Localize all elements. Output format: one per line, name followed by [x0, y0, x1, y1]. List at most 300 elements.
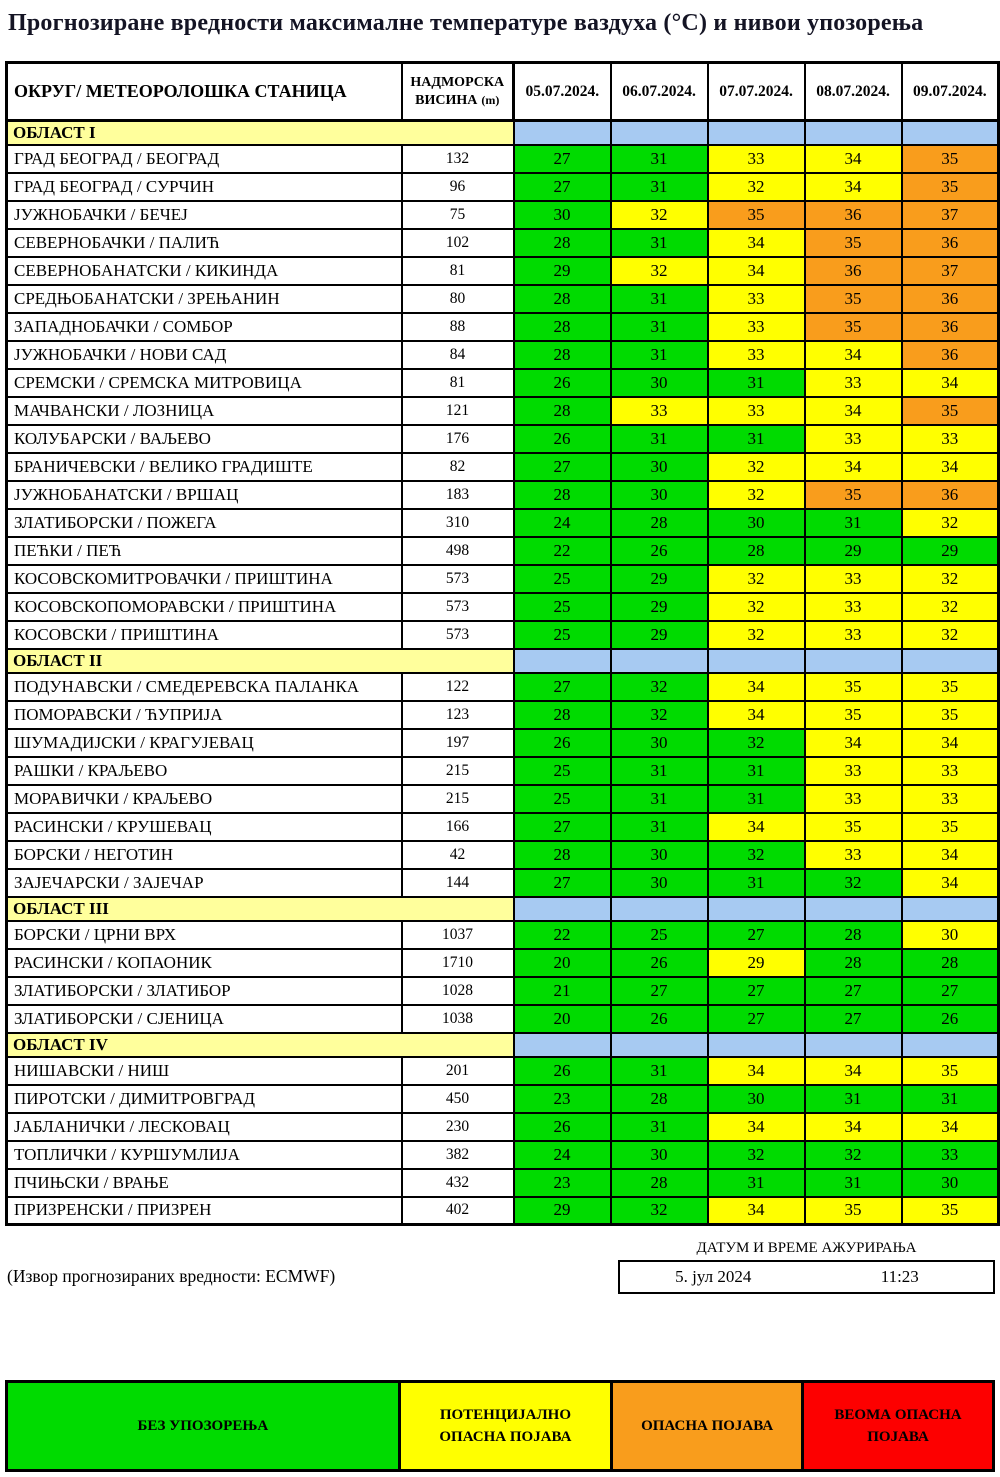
station-elevation: 102	[402, 229, 514, 257]
temperature-cell: 32	[708, 593, 805, 621]
temperature-cell: 29	[708, 949, 805, 977]
station-elevation: 84	[402, 341, 514, 369]
station-row	[7, 785, 999, 813]
temperature-cell: 31	[611, 785, 708, 813]
temperature-cell: 34	[805, 453, 902, 481]
temperature-cell: 31	[611, 173, 708, 201]
section-row	[7, 897, 999, 921]
station-elevation: 82	[402, 453, 514, 481]
station-elevation: 197	[402, 729, 514, 757]
temperature-cell: 27	[708, 977, 805, 1005]
header-district-station: ОКРУГ/ МЕТЕОРОЛОШКА СТАНИЦА	[7, 63, 402, 121]
station-name: ЗЛАТИБОРСКИ / СЈЕНИЦА	[7, 1005, 402, 1033]
temperature-cell: 36	[902, 285, 999, 313]
temperature-cell: 35	[805, 1197, 902, 1225]
temperature-cell: 26	[902, 1005, 999, 1033]
section-empty-cell	[805, 897, 902, 921]
station-elevation: 96	[402, 173, 514, 201]
station-row	[7, 729, 999, 757]
station-row	[7, 565, 999, 593]
section-empty-cell	[611, 649, 708, 673]
temperature-cell: 32	[708, 173, 805, 201]
page-title: Прогнозиране вредности максималне температуре ваздуха (°С) и нивои упозорења	[8, 10, 924, 36]
temperature-cell: 31	[611, 145, 708, 173]
temperature-cell: 36	[805, 257, 902, 285]
temperature-cell: 36	[805, 201, 902, 229]
temperature-cell: 31	[708, 1169, 805, 1197]
station-elevation: 215	[402, 757, 514, 785]
temperature-cell: 30	[611, 453, 708, 481]
temperature-cell: 34	[805, 1113, 902, 1141]
temperature-cell: 32	[708, 453, 805, 481]
elevation-header-unit: (m)	[481, 92, 500, 107]
temperature-cell: 30	[611, 869, 708, 897]
temperature-cell: 33	[708, 285, 805, 313]
temperature-cell: 35	[902, 673, 999, 701]
station-elevation: 121	[402, 397, 514, 425]
station-elevation: 230	[402, 1113, 514, 1141]
table-body	[7, 121, 999, 1225]
temperature-cell: 24	[514, 1141, 611, 1169]
temperature-cell: 35	[805, 481, 902, 509]
temperature-cell: 34	[805, 145, 902, 173]
temperature-cell: 30	[611, 1141, 708, 1169]
temperature-cell: 32	[611, 673, 708, 701]
update-time: 11:23	[880, 1267, 919, 1286]
temperature-cell: 32	[708, 841, 805, 869]
temperature-cell: 35	[805, 229, 902, 257]
temperature-cell: 29	[902, 537, 999, 565]
temperature-cell: 22	[514, 921, 611, 949]
station-row	[7, 1113, 999, 1141]
station-name: ПОМОРАВСКИ / ЋУПРИЈА	[7, 701, 402, 729]
station-name: ЈАБЛАНИЧКИ / ЛЕСКОВАЦ	[7, 1113, 402, 1141]
station-row	[7, 397, 999, 425]
temperature-cell: 29	[611, 621, 708, 649]
temperature-cell: 27	[708, 921, 805, 949]
station-name: КОЛУБАРСКИ / ВАЉЕВО	[7, 425, 402, 453]
temperature-cell: 34	[805, 729, 902, 757]
station-elevation: 166	[402, 813, 514, 841]
temperature-cell: 34	[805, 1057, 902, 1085]
temperature-cell: 34	[805, 397, 902, 425]
section-row	[7, 121, 999, 145]
section-empty-cell	[611, 1033, 708, 1057]
section-empty-cell	[902, 121, 999, 145]
temperature-cell: 26	[611, 537, 708, 565]
station-name: МОРАВИЧКИ / КРАЉЕВО	[7, 785, 402, 813]
header-date-4: 08.07.2024.	[805, 63, 902, 121]
temperature-cell: 33	[805, 841, 902, 869]
temperature-cell: 32	[708, 481, 805, 509]
station-name: СЕВЕРНОБАЧКИ / ПАЛИЋ	[7, 229, 402, 257]
station-name: КОСОВСКОМИТРОВАЧКИ / ПРИШТИНА	[7, 565, 402, 593]
station-name: СЕВЕРНОБАНАТСКИ / КИКИНДА	[7, 257, 402, 285]
station-row	[7, 145, 999, 173]
temperature-cell: 31	[708, 425, 805, 453]
temperature-cell: 35	[805, 701, 902, 729]
temperature-cell: 31	[708, 369, 805, 397]
section-empty-cell	[514, 897, 611, 921]
legend-item-o	[610, 1383, 801, 1469]
temperature-cell: 33	[805, 593, 902, 621]
temperature-cell: 35	[902, 813, 999, 841]
station-row	[7, 453, 999, 481]
temperature-cell: 26	[514, 425, 611, 453]
station-row	[7, 509, 999, 537]
temperature-cell: 34	[902, 729, 999, 757]
station-name: МАЧВАНСКИ / ЛОЗНИЦА	[7, 397, 402, 425]
station-row	[7, 977, 999, 1005]
elevation-header-line2: ВИСИНА	[415, 92, 478, 108]
temperature-cell: 27	[902, 977, 999, 1005]
temperature-cell: 31	[611, 1057, 708, 1085]
temperature-cell: 31	[805, 509, 902, 537]
temperature-cell: 30	[708, 1085, 805, 1113]
station-name: РАСИНСКИ / КОПАОНИК	[7, 949, 402, 977]
update-datetime-box	[618, 1260, 995, 1294]
temperature-cell: 35	[902, 173, 999, 201]
temperature-cell: 30	[902, 1169, 999, 1197]
temperature-cell: 31	[611, 425, 708, 453]
station-name: НИШАВСКИ / НИШ	[7, 1057, 402, 1085]
temperature-cell: 34	[708, 1057, 805, 1085]
legend-item-g	[8, 1383, 398, 1469]
temperature-cell: 35	[902, 145, 999, 173]
table-header-row	[7, 63, 999, 121]
temperature-cell: 25	[611, 921, 708, 949]
temperature-cell: 32	[902, 509, 999, 537]
header-date-2: 06.07.2024.	[611, 63, 708, 121]
temperature-cell: 28	[514, 285, 611, 313]
station-row	[7, 757, 999, 785]
temperature-cell: 34	[902, 841, 999, 869]
station-name: ЈУЖНОБАЧКИ / НОВИ САД	[7, 341, 402, 369]
section-empty-cell	[902, 897, 999, 921]
section-label: ОБЛАСТ II	[7, 649, 514, 673]
station-row	[7, 621, 999, 649]
temperature-cell: 32	[611, 201, 708, 229]
temperature-cell: 34	[902, 453, 999, 481]
station-name: БОРСКИ / НЕГОТИН	[7, 841, 402, 869]
update-date: 5. јул 2024	[675, 1267, 752, 1286]
station-name: ТОПЛИЧКИ / КУРШУМЛИЈА	[7, 1141, 402, 1169]
temperature-cell: 34	[708, 229, 805, 257]
temperature-cell: 32	[611, 1197, 708, 1225]
station-elevation: 132	[402, 145, 514, 173]
station-elevation: 75	[402, 201, 514, 229]
temperature-cell: 34	[708, 257, 805, 285]
section-label: ОБЛАСТ III	[7, 897, 514, 921]
temperature-cell: 33	[805, 785, 902, 813]
temperature-cell: 30	[902, 921, 999, 949]
temperature-cell: 20	[514, 1005, 611, 1033]
temperature-cell: 30	[514, 201, 611, 229]
temperature-cell: 20	[514, 949, 611, 977]
temperature-cell: 27	[708, 1005, 805, 1033]
station-row	[7, 341, 999, 369]
temperature-cell: 27	[514, 673, 611, 701]
elevation-header-line1: НАДМОРСКА	[410, 75, 505, 90]
temperature-cell: 31	[708, 785, 805, 813]
temperature-cell: 36	[902, 313, 999, 341]
temperature-cell: 28	[514, 841, 611, 869]
temperature-cell: 36	[902, 341, 999, 369]
station-name: ПЧИЊСКИ / ВРАЊЕ	[7, 1169, 402, 1197]
temperature-cell: 29	[611, 565, 708, 593]
station-name: ПОДУНАВСКИ / СМЕДЕРЕВСКА ПАЛАНКА	[7, 673, 402, 701]
temperature-cell: 32	[805, 1141, 902, 1169]
station-elevation: 42	[402, 841, 514, 869]
temperature-cell: 33	[902, 757, 999, 785]
section-empty-cell	[611, 121, 708, 145]
temperature-cell: 28	[611, 1169, 708, 1197]
temperature-cell: 31	[611, 813, 708, 841]
temperature-cell: 28	[611, 1085, 708, 1113]
station-elevation: 432	[402, 1169, 514, 1197]
temperature-cell: 35	[902, 397, 999, 425]
temperature-cell: 30	[611, 841, 708, 869]
temperature-cell: 28	[514, 313, 611, 341]
station-name: ПИРОТСКИ / ДИМИТРОВГРАД	[7, 1085, 402, 1113]
temperature-cell: 27	[514, 453, 611, 481]
temperature-cell: 34	[708, 1197, 805, 1225]
temperature-cell: 29	[805, 537, 902, 565]
station-row	[7, 481, 999, 509]
temperature-cell: 27	[805, 977, 902, 1005]
temperature-cell: 34	[708, 1113, 805, 1141]
station-elevation: 1038	[402, 1005, 514, 1033]
station-elevation: 402	[402, 1197, 514, 1225]
temperature-cell: 21	[514, 977, 611, 1005]
station-name: ЗАПАДНОБАЧКИ / СОМБОР	[7, 313, 402, 341]
station-elevation: 310	[402, 509, 514, 537]
temperature-cell: 23	[514, 1085, 611, 1113]
station-elevation: 498	[402, 537, 514, 565]
station-name: БРАНИЧЕВСКИ / ВЕЛИКО ГРАДИШТЕ	[7, 453, 402, 481]
section-empty-cell	[514, 649, 611, 673]
header-date-3: 07.07.2024.	[708, 63, 805, 121]
temperature-cell: 31	[611, 1113, 708, 1141]
temperature-cell: 37	[902, 257, 999, 285]
station-row	[7, 593, 999, 621]
legend-item-label: ОПАСНА ПОЈАВА	[641, 1417, 774, 1434]
legend-item-label: ВЕОМА ОПАСНА ПОЈАВА	[834, 1406, 962, 1445]
legend-item-label: ПОТЕНЦИЈАЛНО ОПАСНА ПОЈАВА	[439, 1406, 572, 1445]
temperature-cell: 27	[514, 173, 611, 201]
station-elevation: 176	[402, 425, 514, 453]
temperature-cell: 34	[708, 813, 805, 841]
temperature-cell: 33	[708, 341, 805, 369]
section-empty-cell	[611, 897, 708, 921]
temperature-cell: 25	[514, 757, 611, 785]
station-elevation: 201	[402, 1057, 514, 1085]
footer	[5, 1240, 995, 1298]
temperature-cell: 35	[805, 313, 902, 341]
station-row	[7, 701, 999, 729]
temperature-cell: 28	[805, 921, 902, 949]
temperature-cell: 30	[611, 729, 708, 757]
temperature-cell: 31	[611, 341, 708, 369]
temperature-cell: 32	[611, 257, 708, 285]
header-elevation	[402, 63, 514, 121]
temperature-cell: 32	[708, 1141, 805, 1169]
station-row	[7, 537, 999, 565]
temperature-cell: 34	[805, 341, 902, 369]
warning-legend	[5, 1380, 995, 1472]
temperature-cell: 35	[708, 201, 805, 229]
station-name: ГРАД БЕОГРАД / БЕОГРАД	[7, 145, 402, 173]
temperature-cell: 28	[902, 949, 999, 977]
temperature-cell: 23	[514, 1169, 611, 1197]
temperature-cell: 33	[902, 425, 999, 453]
temperature-cell: 30	[708, 509, 805, 537]
station-row	[7, 1169, 999, 1197]
station-name: ЗЛАТИБОРСКИ / ПОЖЕГА	[7, 509, 402, 537]
temperature-cell: 32	[708, 621, 805, 649]
temperature-cell: 31	[611, 229, 708, 257]
temperature-cell: 25	[514, 785, 611, 813]
temperature-cell: 27	[514, 813, 611, 841]
station-name: ШУМАДИЈСКИ / КРАГУЈЕВАЦ	[7, 729, 402, 757]
station-elevation: 1710	[402, 949, 514, 977]
temperature-cell: 36	[902, 229, 999, 257]
temperature-cell: 33	[708, 397, 805, 425]
section-label: ОБЛАСТ I	[7, 121, 514, 145]
temperature-cell: 35	[902, 1197, 999, 1225]
temperature-cell: 28	[514, 341, 611, 369]
station-row	[7, 673, 999, 701]
section-empty-cell	[708, 1033, 805, 1057]
temperature-cell: 33	[902, 1141, 999, 1169]
temperature-cell: 30	[611, 369, 708, 397]
temperature-cell: 31	[805, 1169, 902, 1197]
temperature-cell: 31	[902, 1085, 999, 1113]
station-name: КОСОВСКОПОМОРАВСКИ / ПРИШТИНА	[7, 593, 402, 621]
header-date-1: 05.07.2024.	[514, 63, 611, 121]
temperature-cell: 32	[708, 565, 805, 593]
temperature-cell: 33	[805, 757, 902, 785]
temperature-cell: 31	[708, 869, 805, 897]
station-row	[7, 369, 999, 397]
temperature-cell: 25	[514, 621, 611, 649]
temperature-cell: 33	[902, 785, 999, 813]
temperature-cell: 29	[514, 257, 611, 285]
station-elevation: 122	[402, 673, 514, 701]
station-row	[7, 1057, 999, 1085]
temperature-cell: 26	[611, 1005, 708, 1033]
section-empty-cell	[805, 1033, 902, 1057]
station-name: РАСИНСКИ / КРУШЕВАЦ	[7, 813, 402, 841]
temperature-cell: 26	[514, 369, 611, 397]
temperature-cell: 33	[805, 369, 902, 397]
temperature-cell: 28	[514, 229, 611, 257]
section-empty-cell	[708, 649, 805, 673]
station-row	[7, 813, 999, 841]
forecast-table	[5, 61, 1000, 1226]
station-name: СРЕМСКИ / СРЕМСКА МИТРОВИЦА	[7, 369, 402, 397]
temperature-cell: 32	[708, 729, 805, 757]
temperature-cell: 35	[805, 673, 902, 701]
station-name: ЈУЖНОБАЧКИ / БЕЧЕЈ	[7, 201, 402, 229]
section-empty-cell	[708, 897, 805, 921]
station-name: РАШКИ / КРАЉЕВО	[7, 757, 402, 785]
station-elevation: 573	[402, 565, 514, 593]
temperature-cell: 34	[902, 869, 999, 897]
section-row	[7, 1033, 999, 1057]
temperature-cell: 30	[611, 481, 708, 509]
temperature-cell: 29	[611, 593, 708, 621]
temperature-cell: 32	[611, 701, 708, 729]
station-name: СРЕДЊОБАНАТСКИ / ЗРЕЊАНИН	[7, 285, 402, 313]
temperature-cell: 35	[805, 285, 902, 313]
temperature-cell: 32	[902, 621, 999, 649]
temperature-cell: 28	[514, 397, 611, 425]
temperature-cell: 32	[902, 593, 999, 621]
station-elevation: 81	[402, 369, 514, 397]
station-row	[7, 229, 999, 257]
page	[0, 10, 1000, 1472]
station-name: ЈУЖНОБАНАТСКИ / ВРШАЦ	[7, 481, 402, 509]
temperature-cell: 28	[514, 481, 611, 509]
temperature-cell: 31	[611, 313, 708, 341]
section-empty-cell	[708, 121, 805, 145]
temperature-cell: 32	[805, 869, 902, 897]
temperature-cell: 35	[902, 1057, 999, 1085]
temperature-cell: 33	[805, 565, 902, 593]
temperature-cell: 31	[611, 757, 708, 785]
station-name: БОРСКИ / ЦРНИ ВРХ	[7, 921, 402, 949]
station-row	[7, 257, 999, 285]
header-date-5: 09.07.2024.	[902, 63, 999, 121]
temperature-cell: 26	[514, 1113, 611, 1141]
temperature-cell: 28	[611, 509, 708, 537]
station-row	[7, 173, 999, 201]
section-label: ОБЛАСТ IV	[7, 1033, 514, 1057]
temperature-cell: 35	[805, 813, 902, 841]
temperature-cell: 22	[514, 537, 611, 565]
temperature-cell: 27	[611, 977, 708, 1005]
temperature-cell: 34	[708, 701, 805, 729]
temperature-cell: 33	[708, 145, 805, 173]
station-row	[7, 869, 999, 897]
temperature-cell: 28	[514, 701, 611, 729]
temperature-cell: 26	[514, 1057, 611, 1085]
station-elevation: 123	[402, 701, 514, 729]
temperature-cell: 27	[514, 869, 611, 897]
station-name: ЗЛАТИБОРСКИ / ЗЛАТИБОР	[7, 977, 402, 1005]
temperature-cell: 28	[708, 537, 805, 565]
temperature-cell: 24	[514, 509, 611, 537]
legend-item-r	[801, 1383, 992, 1469]
station-row	[7, 425, 999, 453]
temperature-cell: 25	[514, 593, 611, 621]
station-elevation: 1037	[402, 921, 514, 949]
station-name: ГРАД БЕОГРАД / СУРЧИН	[7, 173, 402, 201]
station-elevation: 215	[402, 785, 514, 813]
temperature-cell: 34	[708, 673, 805, 701]
station-elevation: 573	[402, 593, 514, 621]
temperature-cell: 33	[708, 313, 805, 341]
temperature-cell: 31	[708, 757, 805, 785]
temperature-cell: 33	[611, 397, 708, 425]
update-datetime-label: ДАТУМ И ВРЕМЕ АЖУРИРАЊА	[696, 1240, 917, 1256]
legend-item-label: БЕЗ УПОЗОРЕЊА	[137, 1417, 269, 1434]
section-empty-cell	[514, 1033, 611, 1057]
temperature-cell: 32	[902, 565, 999, 593]
station-row	[7, 921, 999, 949]
station-name: ПЕЋКИ / ПЕЋ	[7, 537, 402, 565]
